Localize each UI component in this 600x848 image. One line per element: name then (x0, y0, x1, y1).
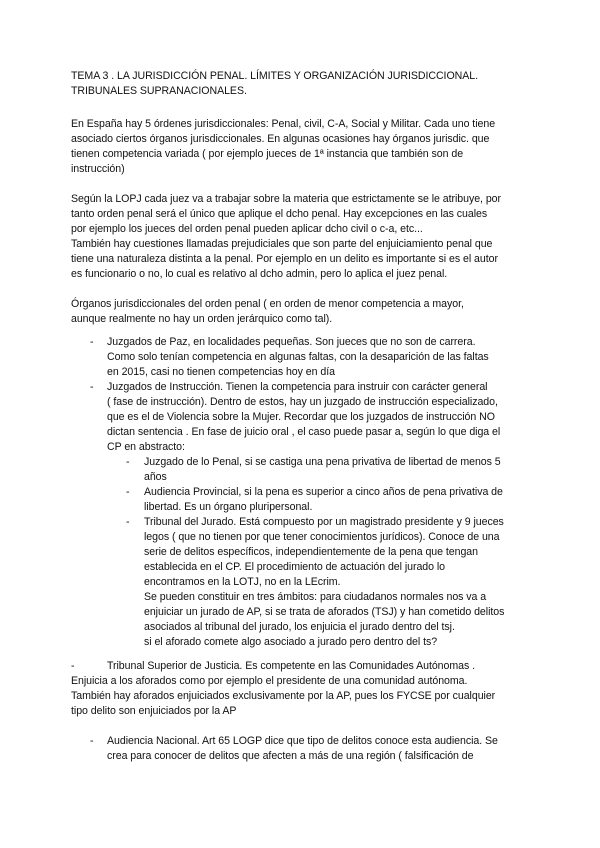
tribunal-jurado-line-6: Se pueden constituir en tres ámbitos: para ciudadanos normales nos va a (144, 591, 487, 603)
paragraph-2-line-5: tiene una naturaleza distinta a la penal. Por ejemplo en un delito es importante si es el autor (71, 253, 498, 265)
paragraph-2-line-1: Según la LOPJ cada juez va a trabajar sobre la materia que estrictamente se le atribuye, por (71, 193, 501, 205)
juzgado-penal-line-1: Juzgado de lo Penal, si se castiga una pena privativa de libertad de menos 5 (144, 456, 501, 468)
bullet-marker: - (90, 735, 94, 747)
bullet-marker: - (71, 660, 75, 672)
tribunal-jurado-line-4: establecida en el CP. El procedimiento de actuación del jurado lo (144, 561, 446, 573)
juzgados-instruccion-line-5: CP en abstracto: (107, 441, 185, 453)
tsj-line-3: También hay aforados enjuiciados exclusivamente por la AP, pues los FYCSE por cualquier (71, 690, 496, 702)
juzgados-instruccion-line-3: que es el de Violencia sobre la Mujer. Recordar que los juzgados de instrucción NO (107, 411, 495, 423)
tribunal-jurado-line-7: enjuiciar un jurado de AP, si se trata de aforados (TSJ) y han cometido delitos (144, 606, 505, 618)
tsj-line-4: tipo delito son enjuiciados por la AP (71, 705, 237, 717)
juzgados-paz-line-2: Como solo tenían competencia en algunas faltas, con la desaparición de las faltas (107, 351, 489, 363)
bullet-marker: - (90, 381, 94, 393)
bullet-marker: - (126, 486, 130, 498)
juzgados-instruccion-line-1: Juzgados de Instrucción. Tienen la competencia para instruir con carácter general (107, 381, 488, 393)
paragraph-2-line-3: por ejemplo los jueces del orden penal pueden aplicar dcho civil o c-a, etc... (71, 223, 423, 235)
tsj-line-2: Enjuicia a los aforados como por ejemplo el presidente de una comunidad autónoma. (71, 675, 468, 687)
paragraph-1-line-2: asociado ciertos órganos jurisdiccionales. En algunas ocasiones hay órganos jurisdic. que (71, 133, 490, 145)
juzgados-paz-line-1: Juzgados de Paz, en localidades pequeñas. Son jueces que no son de carrera. (107, 336, 476, 348)
paragraph-1-line-4: instrucción) (71, 163, 125, 175)
paragraph-3-line-1: Órganos jurisdiccionales del orden penal ( en orden de menor competencia a mayor, (71, 298, 464, 310)
juzgado-penal-line-2: años (144, 471, 167, 483)
tribunal-jurado-line-9: si el aforado comete algo asociado a jurado pero dentro del ts? (144, 636, 438, 648)
audiencia-provincial-line-2: libertad. Es un órgano pluripersonal. (144, 501, 313, 513)
audiencia-nacional-line-2: crea para conocer de delitos que afecten a más de una región ( falsificación de (107, 750, 474, 762)
bullet-marker: - (126, 516, 130, 528)
paragraph-3-line-2: aunque realmente no hay un orden jerárquico como tal). (71, 313, 333, 325)
audiencia-nacional-line-1: Audiencia Nacional. Art 65 LOGP dice que tipo de delitos conoce esta audiencia. Se (107, 735, 498, 747)
paragraph-2-line-2: tanto orden penal será el único que aplique el dcho penal. Hay excepciones en las cuales (71, 208, 488, 220)
paragraph-1-line-3: tienen competencia variada ( por ejemplo jueces de 1ª instancia que también son de (71, 148, 464, 160)
tribunal-jurado-line-8: asociados al tribunal del jurado, los enjuicia el jurado dentro del tsj. (144, 621, 455, 633)
paragraph-1-line-1: En España hay 5 órdenes jurisdiccionales: Penal, civil, C-A, Social y Militar. Cada uno tiene (71, 118, 496, 130)
title-line-1: TEMA 3 . LA JURISDICCIÓN PENAL. LÍMITES Y ORGANIZACIÓN JURISDICCIONAL. (71, 70, 478, 82)
tsj-line-1: Tribunal Superior de Justicia. Es competente en las Comunidades Autónomas . (107, 660, 476, 672)
juzgados-paz-line-3: en 2015, casi no tienen competencias hoy en día (107, 366, 335, 378)
paragraph-2-line-4: También hay cuestiones llamadas prejudiciales que son parte del enjuiciamiento penal que (71, 238, 493, 250)
bullet-marker: - (90, 336, 94, 348)
tribunal-jurado-line-3: serie de delitos específicos, independientemente de la pena que tengan (144, 546, 478, 558)
title-line-2: TRIBUNALES SUPRANACIONALES. (71, 85, 247, 97)
tribunal-jurado-line-2: legos ( que no tienen por que tener conocimientos jurídicos). Conoce de una (144, 531, 500, 543)
bullet-marker: - (126, 456, 130, 468)
tribunal-jurado-line-5: encontramos en la LOTJ, no en la LEcrim. (144, 576, 341, 588)
juzgados-instruccion-line-2: ( fase de instrucción). Dentro de estos, hay un juzgado de instrucción especializado, (107, 396, 498, 408)
juzgados-instruccion-line-4: dictan sentencia . En fase de juicio oral , el caso puede pasar a, según lo que diga el (107, 426, 501, 438)
paragraph-2-line-6: es funcionario o no, lo cual es relativo al dcho admin, pero lo aplica el juez penal. (71, 268, 448, 280)
tribunal-jurado-line-1: Tribunal del Jurado. Está compuesto por un magistrado presidente y 9 jueces (144, 516, 504, 528)
audiencia-provincial-line-1: Audiencia Provincial, si la pena es superior a cinco años de pena privativa de (144, 486, 503, 498)
